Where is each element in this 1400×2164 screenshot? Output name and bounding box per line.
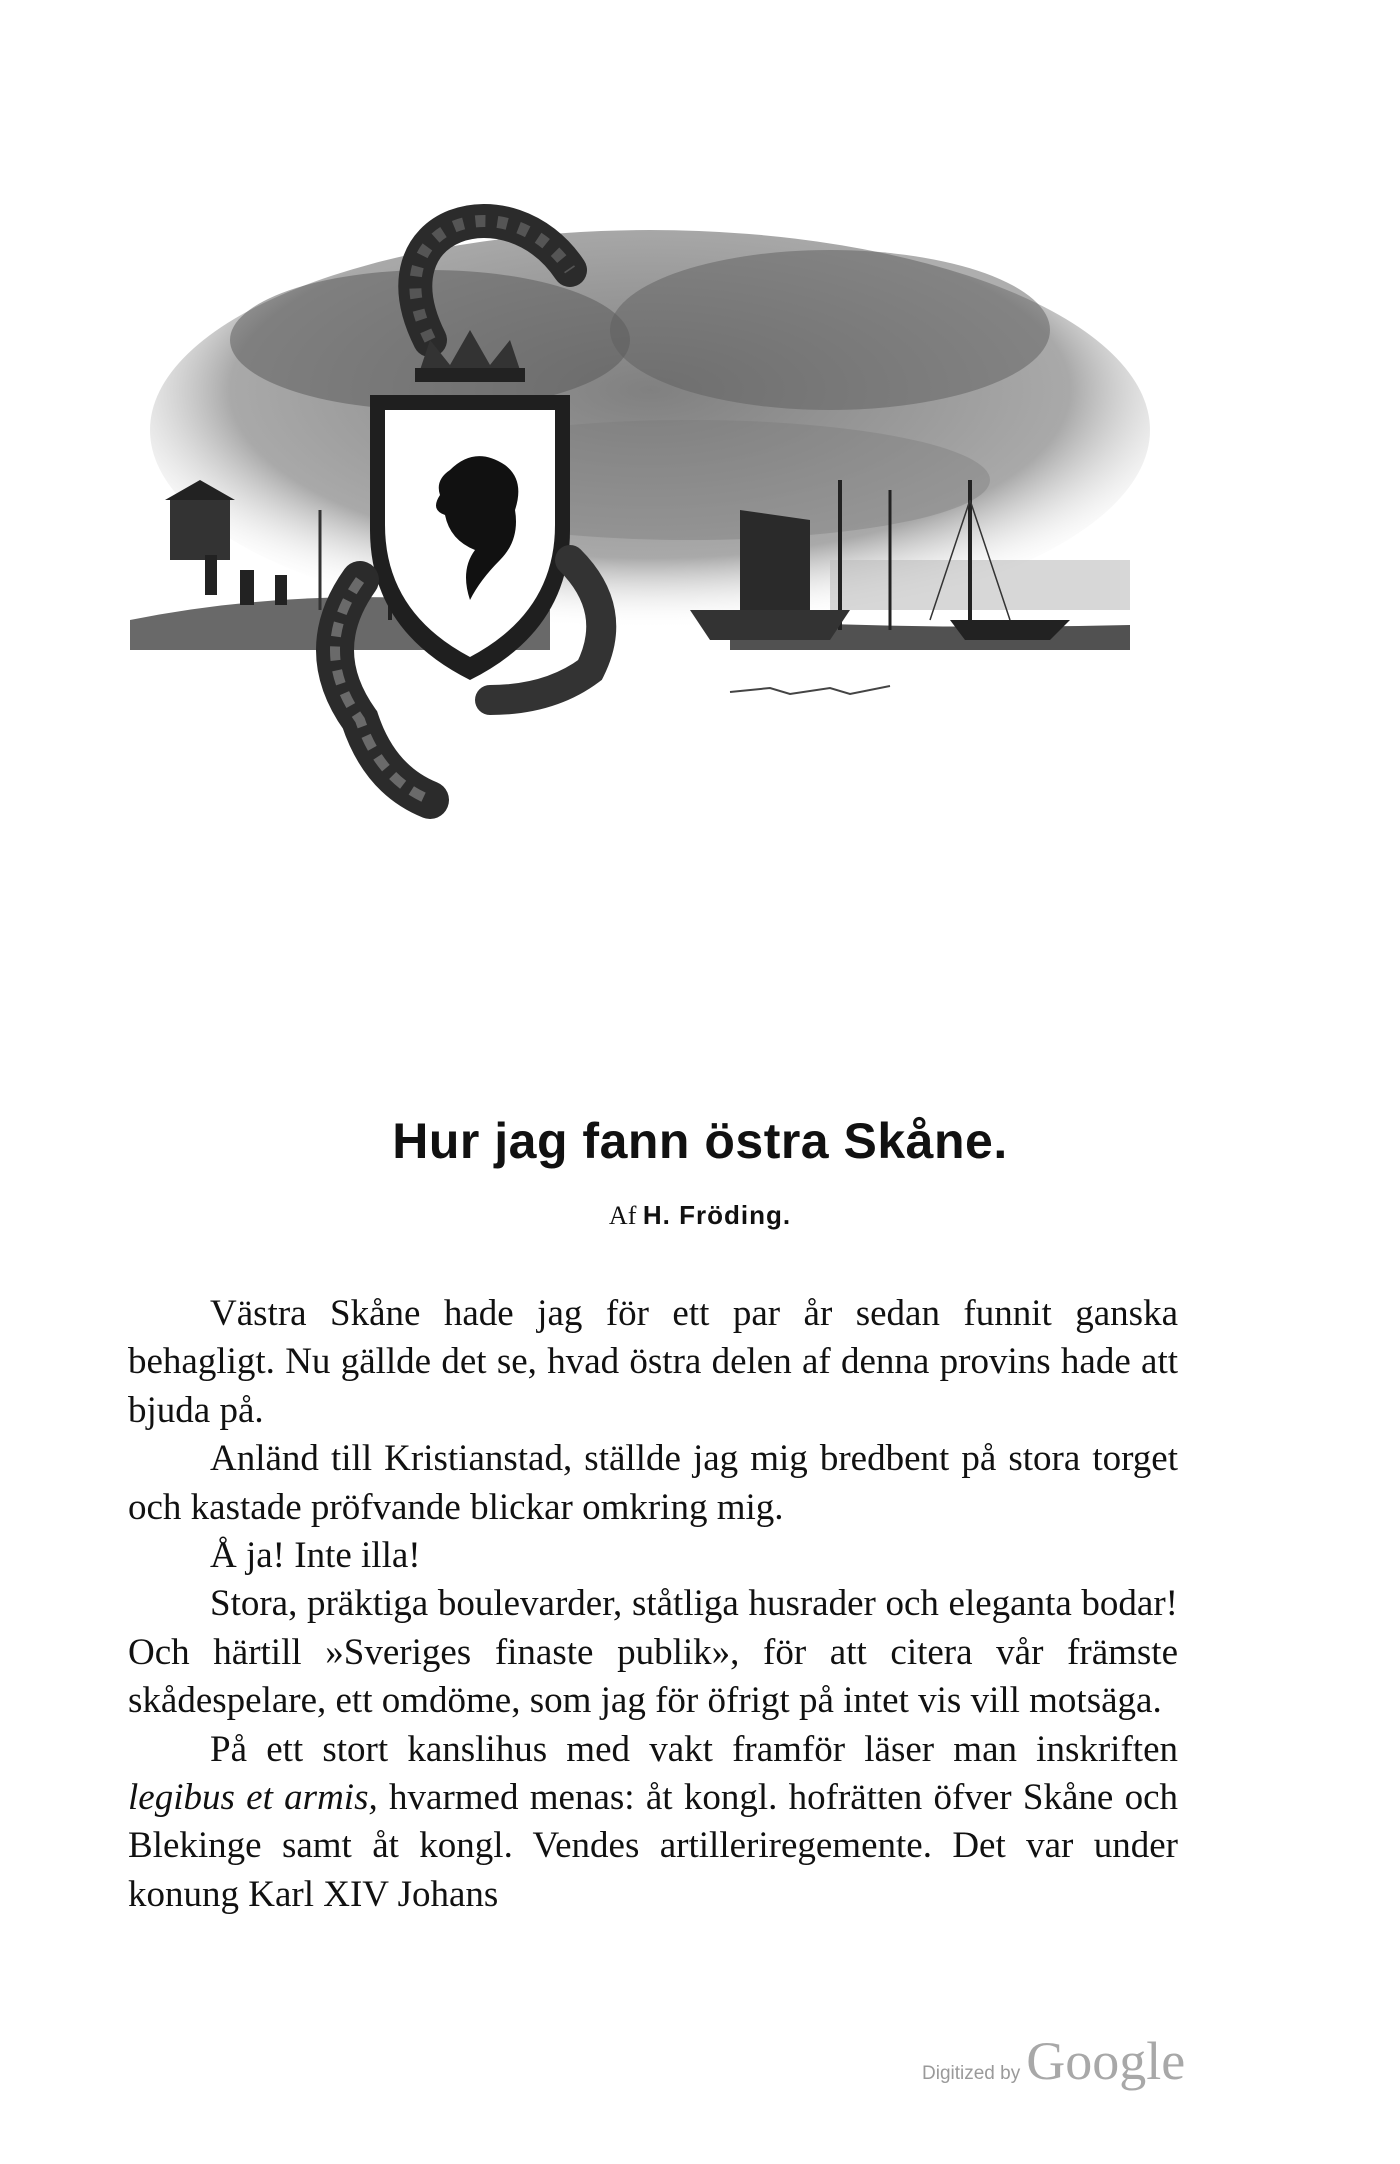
paragraph: Anländ till Kristianstad, ställde jag mig bredbent på stora torget och kastade pröfvande blickar omkring mig. (128, 1438, 1178, 1528)
paragraph: Västra Skåne hade jag för ett par år sedan funnit ganska behagligt. Nu gällde det se, hvad östra delen af denna provins hade att bjuda på. (128, 1293, 1178, 1431)
watermark-prefix: Digitized by (922, 2063, 1021, 2084)
paragraph: Stora, präktiga boulevarder, ståtliga husrader och eleganta bodar! Och härtill »Sveriges finaste publik», för att citera vår främste skådespelare, ett omdöme, som jag för öfrigt på intet vis vill motsäga. (128, 1583, 1178, 1722)
byline (0, 1200, 1400, 1231)
author-name: H. Fröding. (642, 1200, 792, 1230)
paragraph (128, 1726, 1178, 1920)
paragraph-text: hvarmed menas: åt kongl. hofrätten öfver Skåne och Blekinge samt åt kongl. Vendes artilleriregemente. Det var under konung Karl XIV Johans (128, 1777, 1178, 1915)
article-title: Hur jag fann östra Skåne. (392, 1113, 1008, 1169)
coat-of-arms-harbour-illustration (130, 180, 1180, 830)
article-body (128, 1290, 1178, 1919)
byline-prefix: Af (608, 1201, 637, 1230)
paragraph-text: På ett stort kanslihus med vakt framför läser man inskriften (210, 1728, 1178, 1770)
google-logo: Google (1026, 2031, 1186, 2091)
digitized-watermark (922, 2030, 1232, 2100)
paragraph: Å ja! Inte illa! (210, 1535, 421, 1577)
latin-phrase: legibus et armis, (128, 1777, 378, 1819)
